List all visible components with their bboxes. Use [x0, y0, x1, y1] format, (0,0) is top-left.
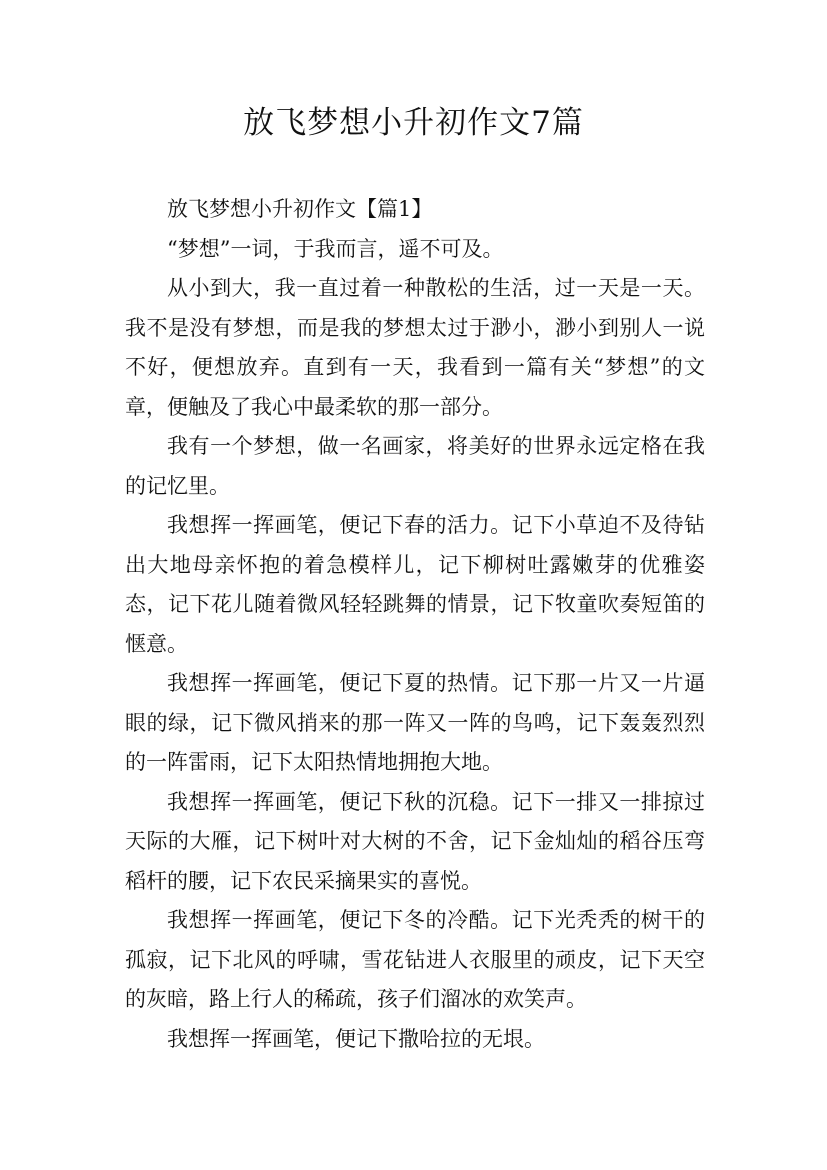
paragraph: 我想挥一挥画笔，便记下夏的热情。记下那一片又一片逼眼的绿，记下微风捎来的那一阵又一阵的鸟鸣，记下轰轰烈烈的一阵雷雨，记下太阳热情地拥抱大地。 — [125, 671, 705, 774]
paragraph: “梦想”一词，于我而言，遥不可及。 — [167, 236, 504, 261]
paragraph: 我有一个梦想，做一名画家，将美好的世界永远定格在我的记忆里。 — [125, 434, 705, 498]
document-body — [125, 190, 705, 1059]
paragraph: 从小到大，我一直过着一种散松的生活，过一天是一天。我不是没有梦想，而是我的梦想太过于渺小，渺小到别人一说不好，便想放弃。直到有一天，我看到一篇有关“梦想”的文章，便触及了我心中最柔软的那一部分。 — [125, 276, 705, 419]
section-heading: 放飞梦想小升初作文【篇1】 — [167, 197, 433, 221]
paragraph: 我想挥一挥画笔，便记下秋的沉稳。记下一排又一排掠过天际的大雁，记下树叶对大树的不舍，记下金灿灿的稻谷压弯稻杆的腰，记下农民采摘果实的喜悦。 — [125, 789, 705, 893]
paragraph: 我想挥一挥画笔，便记下撒哈拉的无垠。 — [167, 1026, 545, 1051]
document-title: 放飞梦想小升初作文7篇 — [243, 105, 584, 141]
paragraph: 我想挥一挥画笔，便记下春的活力。记下小草迫不及待钻出大地母亲怀抱的着急模样儿，记下柳树吐露嫩芽的优雅姿态，记下花儿随着微风轻轻跳舞的情景，记下牧童吹奏短笛的惬意。 — [125, 513, 705, 656]
paragraph: 我想挥一挥画笔，便记下冬的冷酷。记下光秃秃的树干的孤寂，记下北风的呼啸，雪花钻进人衣服里的顽皮，记下天空的灰暗，路上行人的稀疏，孩子们溜冰的欢笑声。 — [125, 908, 705, 1011]
